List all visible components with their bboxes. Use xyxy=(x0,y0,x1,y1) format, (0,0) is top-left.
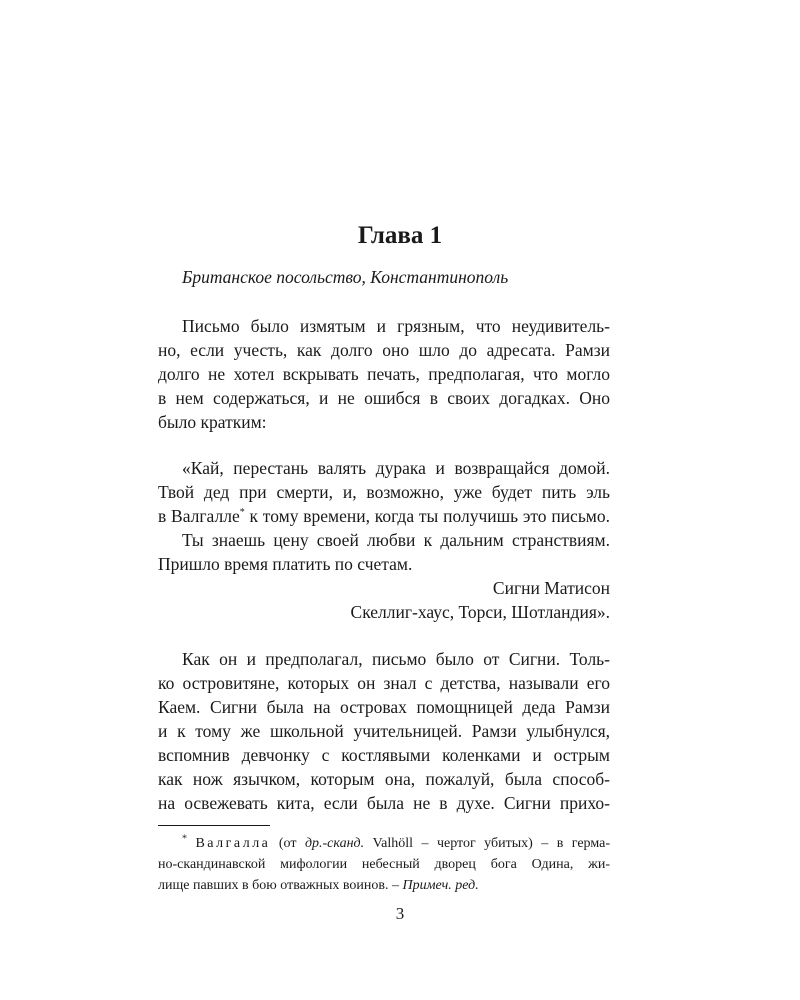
text-fragment: лище павших в бою отважных воинов. – xyxy=(158,878,403,893)
footnote-divider xyxy=(158,825,270,826)
letter-signature: Сигни Матисон xyxy=(492,578,610,598)
paragraph-2 xyxy=(158,647,610,815)
footnote-line xyxy=(158,833,610,854)
text-line: как нож язычком, которым она, пожалуй, была способ- xyxy=(158,769,610,789)
text-line: долго не хотел вскрывать печать, предполагая, что могло xyxy=(158,364,610,384)
text-line: «Кай, перестань валять дурака и возвращайся домой. xyxy=(182,458,610,478)
editor-note: Примеч. ред. xyxy=(402,878,479,893)
footnote-lang: др.-сканд. xyxy=(304,836,365,851)
chapter-title: Глава 1 xyxy=(357,222,443,249)
footnote-line xyxy=(158,875,610,896)
page-number: 3 xyxy=(395,904,405,923)
text-line: Пришло время платить по счетам. xyxy=(158,554,413,574)
footnote-term: Валгалла xyxy=(195,836,271,851)
footnote xyxy=(158,833,610,896)
text-line xyxy=(158,504,610,528)
text-line: Письмо было измятым и грязным, что неудивитель- xyxy=(182,316,610,336)
text-fragment: в Валгалле xyxy=(158,506,240,526)
text-line: вспомнив девчонку с костлявыми коленками и острым xyxy=(158,745,610,765)
text-line: и к тому же школьной учительницей. Рамзи улыбнулся, xyxy=(158,721,610,741)
text-fragment: к тому времени, когда ты получишь это письмо. xyxy=(244,506,611,526)
footnote-ref: * xyxy=(239,507,245,519)
footnote-line: но-скандинавской мифологии небесный дворец бога Одина, жи- xyxy=(158,857,610,872)
text-line: Ты знаешь цену своей любви к дальним странствиям. xyxy=(182,530,610,550)
text-line: Как он и предполагал, письмо было от Сигни. Толь- xyxy=(182,649,610,669)
chapter-subtitle: Британское посольство, Константинополь xyxy=(182,267,509,287)
footnote-mark: * xyxy=(182,833,187,845)
text-line: было кратким: xyxy=(158,412,267,432)
text-line: ко островитяне, которых он знал с детства, называли его xyxy=(158,673,610,693)
text-line: в нем содержаться, и не ошибся в своих догадках. Оно xyxy=(158,388,610,408)
text-fragment: Valhöll – чертог убитых) – в герма- xyxy=(364,836,610,851)
letter-address: Скеллиг-хаус, Торси, Шотландия». xyxy=(350,602,610,622)
text-line: Твой дед при смерти, и, возможно, уже будет пить эль xyxy=(158,482,610,502)
text-line: но, если учесть, как долго оно шло до адресата. Рамзи xyxy=(158,340,610,360)
text-line: на освежевать кита, если была не в духе. Сигни прихо- xyxy=(158,793,610,813)
letter-quote xyxy=(158,456,610,624)
paragraph-1 xyxy=(158,314,610,434)
text-fragment: (от xyxy=(270,836,305,851)
text-line: Каем. Сигни была на островах помощницей деда Рамзи xyxy=(158,697,610,717)
